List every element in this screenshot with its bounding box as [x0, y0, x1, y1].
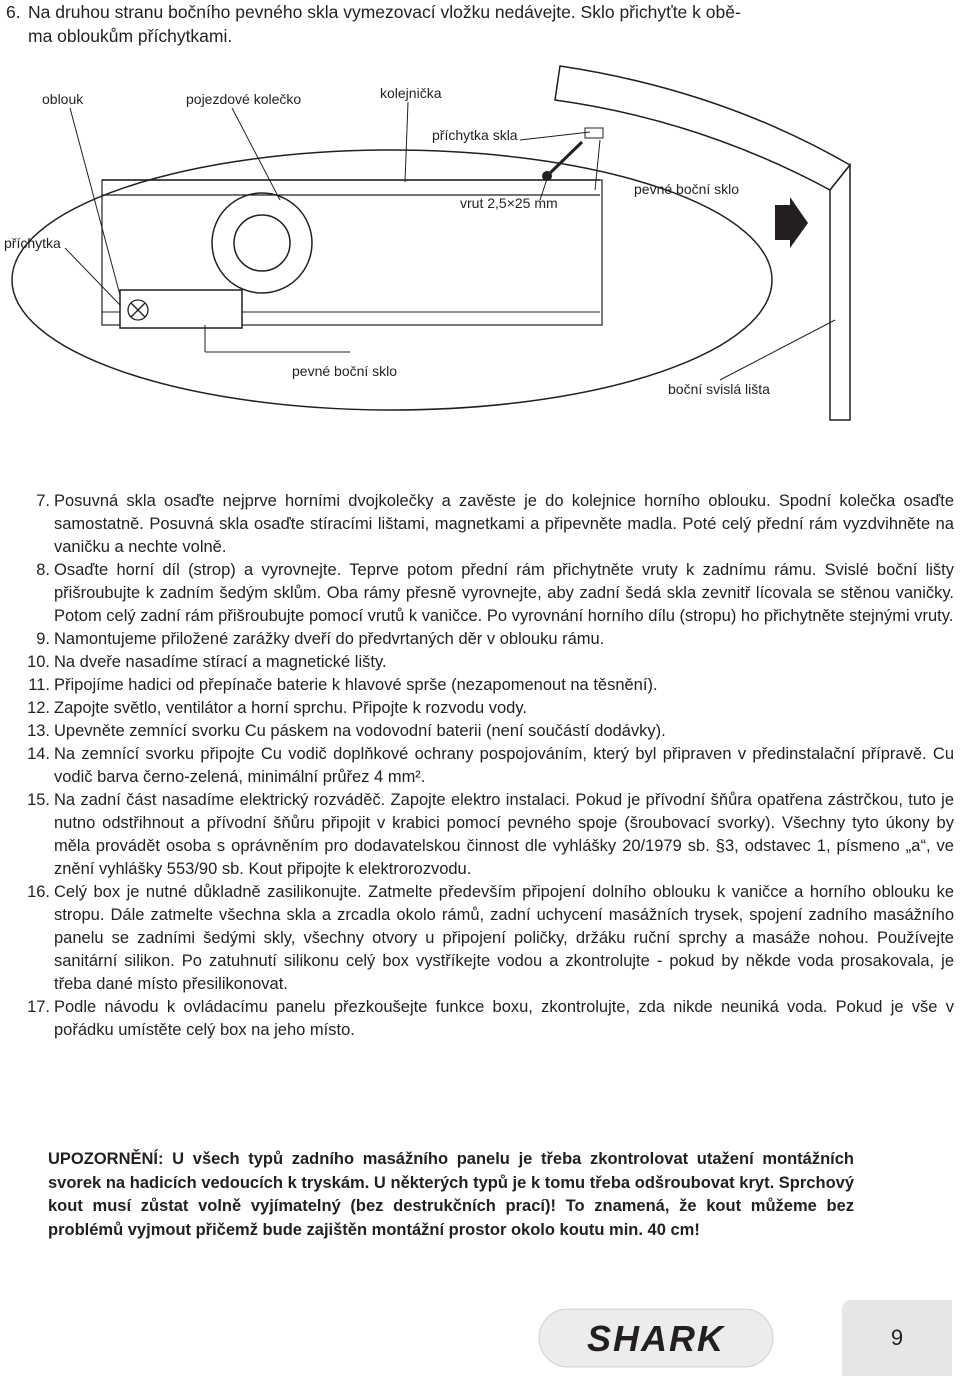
page-number-box — [842, 1300, 952, 1376]
label-pevne-bocni-sklo-bottom: pevné boční sklo — [292, 363, 398, 379]
label-prichytka-skla: příchytka skla — [432, 127, 518, 143]
step-13: 13. Upevněte zemnící svorku Cu páskem na vodovodní baterii (není součástí dodávky). — [27, 722, 666, 740]
step-12: 12. Zapojte světlo, ventilátor a horní sprchu. Připojte k rozvodu vody. — [27, 699, 527, 717]
steps-list — [4, 490, 954, 1042]
assembly-diagram — [0, 48, 960, 468]
step-16: 16. Celý box je nutné důkladně zasilikonujte. Zatmelte především připojení dolního oblouku k vaničce a horního oblouku ke stropu. Dále zatmelte všechna skla a zrcadla okolo rámů, zadní uchycení masážních trysek, spojení zadního masážního panelu se zadními šedými skly, všechny otvory u připojení poličky, držáku ruční sprchy a masáže nohou. Používejte sanitární silikon. Po zatuhnutí silikonu celý box vystříkejte vodou a zkontrolujte - pokud by někde voda prosakovala, je třeba dané místo přesilikonovat. — [27, 883, 954, 993]
label-kolejnicka: kolejnička — [380, 85, 442, 101]
label-pojezdove-kolecko: pojezdové kolečko — [186, 91, 302, 107]
step-6-line1 — [6, 0, 946, 24]
step-6-text-line1: Na druhou stranu bočního pevného skla vymezovací vložku nedávejte. Sklo přichyťte k obě- — [28, 2, 741, 22]
step-10: 10. Na dveře nasadíme stírací a magnetické lišty. — [27, 653, 387, 671]
shark-logo — [538, 1307, 774, 1369]
page-number: 9 — [890, 1325, 904, 1350]
logo-text: SHARK — [586, 1318, 726, 1359]
step-6 — [6, 0, 946, 48]
side-vertical-bar — [830, 165, 850, 420]
label-oblouk: oblouk — [42, 91, 84, 107]
direction-arrow-icon — [775, 197, 808, 248]
arc-glass-clip — [585, 128, 603, 138]
step-15: 15. Na zadní část nasadíme elektrický rozváděč. Zapojte elektro instalaci. Pokud je přívodní šňůra opatřena zástrčkou, tuto je nutno odstřihnout a přívodní šňůru připojit v krabici pomocí pevného spoje (šroubovací svorky). Všechny tyto úkony by měla provádět osoba s oprávněním pro dodavatelskou činnost dle vyhlášky 20/1979 sb. §3, odstavec 1, písmeno „a“, ve znění vyhlášky 553/90 sb. Kout připojte k elektrorozvodu. — [27, 791, 954, 878]
roller-wheel-outer — [212, 193, 312, 293]
label-bocni-svisla-lista: boční svislá lišta — [668, 381, 770, 397]
label-pevne-bocni-sklo-top: pevné boční sklo — [634, 181, 740, 197]
step-11: 11. Připojíme hadici od přepínače baterie k hlavové sprše (nezapomenout na těsnění). — [28, 676, 658, 694]
label-prichytka: příchytka — [4, 235, 61, 251]
step-9: 9. Namontujeme přiložené zarážky dveří do předvrtaných děr v oblouku rámu. — [36, 630, 605, 648]
warning-notice: UPOZORNĚNÍ: U všech typů zadního masážního panelu je třeba zkontrolovat utažení montážních svorek na hadicích vedoucích k tryskám. U některých typů je k tomu třeba odšroubovat kryt. Sprchový kout musí zůstat volně vyjímatelný (bez destrukčních prací)! To znamená, že kout můžeme bez problémů vyjmout přičemž bude zajištěn montážní prostor okolo koutu min. 40 cm! — [48, 1150, 854, 1239]
label-vrut: vrut 2,5×25 mm — [460, 195, 558, 211]
step-6-line2: ma obloukům příchytkami. — [28, 26, 233, 46]
step-7: 7. Posuvná skla osaďte nejprve horními dvojkolečky a zavěste je do kolejnice horního oblouku. Spodní kolečka osaďte samostatně. Posuvná skla osaďte stíracími lištami, magnetkami a připevněte madla. Poté celý přední rám vyzdvihněte na vaničku a nechte volně. — [36, 492, 954, 556]
step-17: 17. Podle návodu k ovládacímu panelu přezkoušejte funkce boxu, zkontrolujte, zda nikde neuniká voda. Pokud je vše v pořádku umístěte celý box na jeho místo. — [27, 998, 954, 1039]
step-6-number: 6. — [6, 2, 21, 22]
roller-wheel-inner — [234, 215, 290, 271]
step-8: 8. Osaďte horní díl (strop) a vyrovnejte. Teprve potom přední rám přichytněte vruty k zadnímu rámu. Svislé boční lišty přišroubujte k zadním šedým sklům. Oba rámy přesně vyrovnejte, aby zadní šedá skla zevnitř lícovala se stěnou vaničky. Potom celý zadní rám přišroubujte pomocí vrutů k vaničce. Po vyrovnání horního dílu (stropu) ho přichytněte stejnými vruty. — [36, 561, 954, 625]
step-14: 14. Na zemnící svorku připojte Cu vodič doplňkové ochrany pospojováním, který byl připraven v předinstalační přípravě. Cu vodič barva černo-zelená, minimální průřez 4 mm². — [27, 745, 954, 786]
